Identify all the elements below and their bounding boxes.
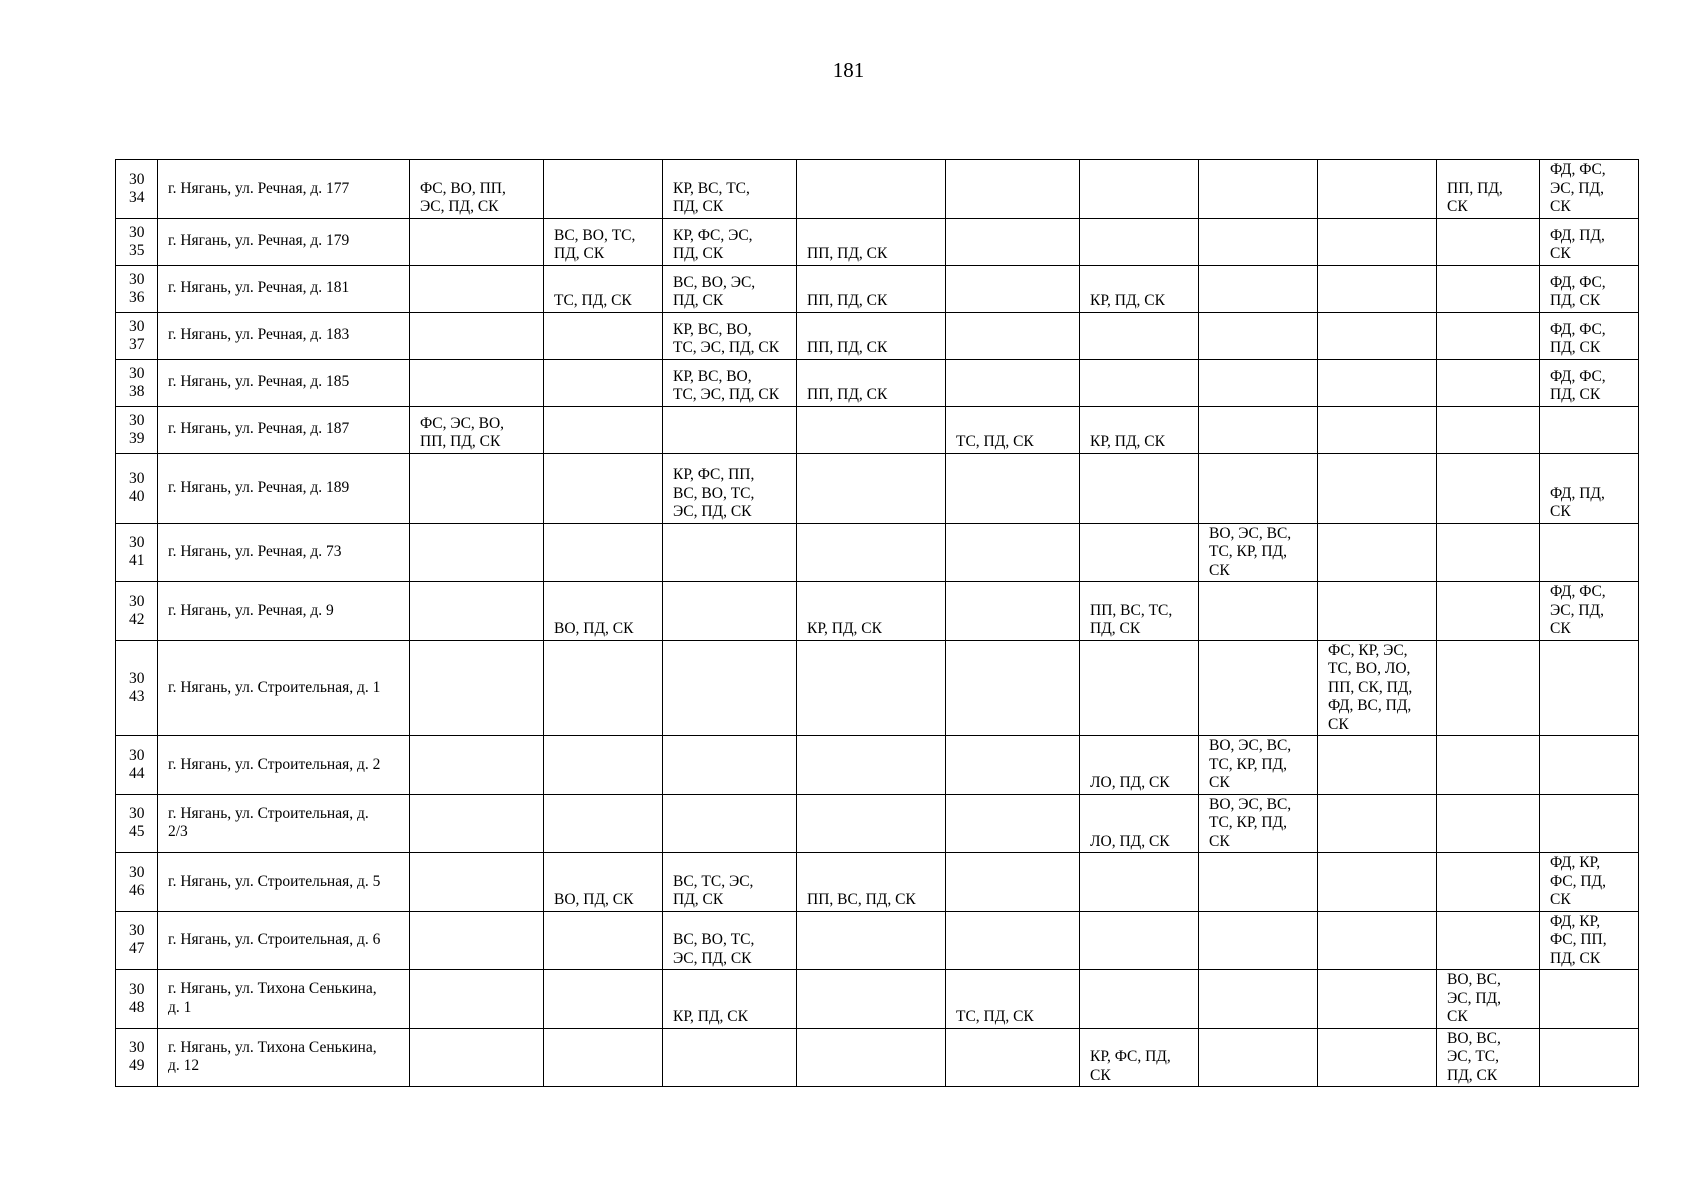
work-types-cell xyxy=(1199,312,1318,359)
work-types-cell xyxy=(1437,640,1540,736)
work-types-cell: КР, ПД, СК xyxy=(1080,406,1199,453)
row-number-cell: 30 41 xyxy=(116,523,158,582)
work-types-cell xyxy=(1080,160,1199,219)
work-types-cell: ТС, ПД, СК xyxy=(544,265,663,312)
work-types-cell: ФД, КР, ФС, ПД, СК xyxy=(1540,853,1639,912)
work-types-cell xyxy=(797,523,946,582)
row-number-cell: 30 39 xyxy=(116,406,158,453)
table-body xyxy=(116,160,1639,1087)
table-row xyxy=(116,970,1639,1029)
row-number-cell: 30 45 xyxy=(116,794,158,853)
work-types-cell xyxy=(410,582,544,641)
work-types-cell: КР, ФС, ПП, ВС, ВО, ТС, ЭС, ПД, СК xyxy=(663,453,797,523)
row-number-cell: 30 48 xyxy=(116,970,158,1029)
work-types-cell xyxy=(797,1028,946,1087)
work-types-cell: ФС, ЭС, ВО, ПП, ПД, СК xyxy=(410,406,544,453)
work-types-cell: КР, ПД, СК xyxy=(797,582,946,641)
page-number: 181 xyxy=(832,58,865,82)
work-types-cell: ВО, ВС, ЭС, ТС, ПД, СК xyxy=(1437,1028,1540,1087)
work-types-cell xyxy=(1199,911,1318,970)
work-types-cell xyxy=(797,640,946,736)
address-cell: г. Нягань, ул. Строительная, д. 1 xyxy=(158,640,410,736)
work-types-cell xyxy=(410,794,544,853)
work-types-cell: КР, ФС, ЭС, ПД, СК xyxy=(663,218,797,265)
work-types-cell: ФД, ПД, СК xyxy=(1540,453,1639,523)
work-types-cell xyxy=(663,640,797,736)
work-types-cell: ВС, ВО, ТС, ЭС, ПД, СК xyxy=(663,911,797,970)
row-number-cell: 30 34 xyxy=(116,160,158,219)
work-types-cell xyxy=(1540,794,1639,853)
work-types-cell xyxy=(1437,853,1540,912)
work-types-cell xyxy=(946,911,1080,970)
work-types-cell xyxy=(946,523,1080,582)
address-cell: г. Нягань, ул. Речная, д. 73 xyxy=(158,523,410,582)
work-types-cell xyxy=(946,640,1080,736)
work-types-cell xyxy=(1199,1028,1318,1087)
work-types-cell xyxy=(1080,911,1199,970)
table-row xyxy=(116,406,1639,453)
row-number-cell: 30 43 xyxy=(116,640,158,736)
work-types-cell xyxy=(1199,218,1318,265)
work-types-cell xyxy=(544,970,663,1029)
work-types-cell xyxy=(797,406,946,453)
work-types-cell: ПП, ВС, ПД, СК xyxy=(797,853,946,912)
work-types-cell xyxy=(946,312,1080,359)
work-types-cell xyxy=(1318,1028,1437,1087)
row-number-cell: 30 36 xyxy=(116,265,158,312)
work-types-cell xyxy=(946,794,1080,853)
work-types-cell xyxy=(1199,160,1318,219)
work-types-cell xyxy=(410,853,544,912)
work-types-cell xyxy=(544,640,663,736)
work-types-cell: ЛО, ПД, СК xyxy=(1080,794,1199,853)
work-types-cell xyxy=(544,160,663,219)
work-types-cell: ПП, ПД, СК xyxy=(797,218,946,265)
work-types-cell: КР, ВС, ТС, ПД, СК xyxy=(663,160,797,219)
work-types-cell xyxy=(1199,453,1318,523)
address-cell: г. Нягань, ул. Речная, д. 189 xyxy=(158,453,410,523)
work-types-cell xyxy=(1437,453,1540,523)
work-types-cell xyxy=(1199,406,1318,453)
work-types-cell: ПП, ВС, ТС, ПД, СК xyxy=(1080,582,1199,641)
address-cell: г. Нягань, ул. Речная, д. 183 xyxy=(158,312,410,359)
work-types-cell xyxy=(410,970,544,1029)
work-types-cell xyxy=(410,1028,544,1087)
work-types-cell xyxy=(410,312,544,359)
work-types-cell xyxy=(1318,265,1437,312)
work-types-cell xyxy=(1080,853,1199,912)
work-types-cell xyxy=(797,453,946,523)
row-number-cell: 30 49 xyxy=(116,1028,158,1087)
work-types-cell xyxy=(946,359,1080,406)
work-types-cell xyxy=(797,970,946,1029)
table-row xyxy=(116,453,1639,523)
address-cell: г. Нягань, ул. Речная, д. 187 xyxy=(158,406,410,453)
work-types-cell: КР, ВС, ВО, ТС, ЭС, ПД, СК xyxy=(663,359,797,406)
table-row xyxy=(116,160,1639,219)
work-types-cell xyxy=(1318,406,1437,453)
work-types-cell xyxy=(946,1028,1080,1087)
work-types-cell xyxy=(1437,794,1540,853)
row-number-cell: 30 37 xyxy=(116,312,158,359)
work-types-cell: ВО, ЭС, ВС, ТС, КР, ПД, СК xyxy=(1199,736,1318,795)
address-cell: г. Нягань, ул. Тихона Сенькина, д. 12 xyxy=(158,1028,410,1087)
work-types-cell xyxy=(1318,312,1437,359)
work-types-cell xyxy=(1318,911,1437,970)
row-number-cell: 30 46 xyxy=(116,853,158,912)
work-types-cell xyxy=(1318,736,1437,795)
work-types-cell xyxy=(1080,359,1199,406)
work-types-cell xyxy=(410,640,544,736)
work-types-cell: ЛО, ПД, СК xyxy=(1080,736,1199,795)
work-types-cell xyxy=(797,736,946,795)
work-types-cell: КР, ПД, СК xyxy=(663,970,797,1029)
work-types-cell: ВО, ЭС, ВС, ТС, КР, ПД, СК xyxy=(1199,523,1318,582)
work-types-cell xyxy=(1540,640,1639,736)
work-types-cell xyxy=(1199,359,1318,406)
address-cell: г. Нягань, ул. Строительная, д. 2 xyxy=(158,736,410,795)
work-types-cell xyxy=(1318,523,1437,582)
work-types-cell: ФД, ФС, ПД, СК xyxy=(1540,359,1639,406)
work-types-cell xyxy=(1318,970,1437,1029)
work-types-cell xyxy=(1437,736,1540,795)
table-row xyxy=(116,794,1639,853)
address-cell: г. Нягань, ул. Речная, д. 177 xyxy=(158,160,410,219)
work-types-cell xyxy=(1080,312,1199,359)
work-types-cell xyxy=(1318,794,1437,853)
work-types-cell xyxy=(1080,453,1199,523)
work-types-cell xyxy=(797,160,946,219)
work-types-cell xyxy=(946,453,1080,523)
row-number-cell: 30 35 xyxy=(116,218,158,265)
work-types-cell xyxy=(946,160,1080,219)
address-cell: г. Нягань, ул. Речная, д. 179 xyxy=(158,218,410,265)
work-types-cell: ВО, ПД, СК xyxy=(544,853,663,912)
table-row xyxy=(116,312,1639,359)
work-types-cell xyxy=(946,218,1080,265)
work-types-cell xyxy=(1080,523,1199,582)
table-row xyxy=(116,640,1639,736)
address-cell: г. Нягань, ул. Речная, д. 9 xyxy=(158,582,410,641)
work-types-cell xyxy=(544,406,663,453)
work-types-cell xyxy=(1437,523,1540,582)
row-number-cell: 30 47 xyxy=(116,911,158,970)
work-types-cell xyxy=(1199,853,1318,912)
work-types-cell: ТС, ПД, СК xyxy=(946,970,1080,1029)
work-types-cell: ВО, ЭС, ВС, ТС, КР, ПД, СК xyxy=(1199,794,1318,853)
work-types-cell xyxy=(544,736,663,795)
row-number-cell: 30 40 xyxy=(116,453,158,523)
work-types-cell: ФД, ФС, ЭС, ПД, СК xyxy=(1540,582,1639,641)
address-cell: г. Нягань, ул. Тихона Сенькина, д. 1 xyxy=(158,970,410,1029)
work-types-cell: ТС, ПД, СК xyxy=(946,406,1080,453)
work-types-cell: КР, ВС, ВО, ТС, ЭС, ПД, СК xyxy=(663,312,797,359)
work-types-cell xyxy=(544,312,663,359)
work-types-cell xyxy=(1437,406,1540,453)
work-types-cell: ФС, ВО, ПП, ЭС, ПД, СК xyxy=(410,160,544,219)
work-types-cell xyxy=(1199,640,1318,736)
work-types-cell xyxy=(1318,453,1437,523)
work-types-cell: ВС, ТС, ЭС, ПД, СК xyxy=(663,853,797,912)
work-types-cell xyxy=(797,794,946,853)
work-types-cell xyxy=(946,582,1080,641)
table-row xyxy=(116,523,1639,582)
work-types-cell: ПП, ПД, СК xyxy=(797,312,946,359)
work-types-cell: ФД, КР, ФС, ПП, ПД, СК xyxy=(1540,911,1639,970)
row-number-cell: 30 44 xyxy=(116,736,158,795)
work-types-cell xyxy=(663,523,797,582)
work-types-cell xyxy=(1199,265,1318,312)
work-types-cell xyxy=(946,736,1080,795)
work-types-cell xyxy=(410,911,544,970)
work-types-cell xyxy=(1318,853,1437,912)
work-types-cell: ВС, ВО, ЭС, ПД, СК xyxy=(663,265,797,312)
work-types-cell xyxy=(1437,265,1540,312)
work-types-cell xyxy=(1540,523,1639,582)
work-types-cell xyxy=(663,794,797,853)
work-types-cell xyxy=(1318,359,1437,406)
work-types-cell xyxy=(1540,406,1639,453)
table-row xyxy=(116,359,1639,406)
work-types-cell xyxy=(410,218,544,265)
work-types-cell xyxy=(1437,359,1540,406)
work-types-cell: ФД, ФС, ПД, СК xyxy=(1540,312,1639,359)
work-types-cell: КР, ПД, СК xyxy=(1080,265,1199,312)
work-types-cell xyxy=(1437,911,1540,970)
work-types-cell xyxy=(544,453,663,523)
work-types-cell xyxy=(410,523,544,582)
work-types-cell xyxy=(544,1028,663,1087)
work-types-cell xyxy=(663,736,797,795)
work-types-cell: ФД, ФС, ЭС, ПД, СК xyxy=(1540,160,1639,219)
work-types-cell xyxy=(1318,160,1437,219)
work-types-cell xyxy=(1080,218,1199,265)
address-cell: г. Нягань, ул. Строительная, д. 6 xyxy=(158,911,410,970)
address-cell: г. Нягань, ул. Строительная, д. 2/3 xyxy=(158,794,410,853)
row-number-cell: 30 38 xyxy=(116,359,158,406)
work-types-cell xyxy=(1437,582,1540,641)
work-types-cell xyxy=(1437,312,1540,359)
work-types-cell xyxy=(1080,970,1199,1029)
row-number-cell: 30 42 xyxy=(116,582,158,641)
work-types-cell xyxy=(544,359,663,406)
work-types-cell xyxy=(410,736,544,795)
work-types-cell: ФД, ПД, СК xyxy=(1540,218,1639,265)
table-row xyxy=(116,1028,1639,1087)
work-types-cell: КР, ФС, ПД, СК xyxy=(1080,1028,1199,1087)
work-types-cell xyxy=(663,1028,797,1087)
work-types-cell xyxy=(410,265,544,312)
work-types-cell: ФС, КР, ЭС, ТС, ВО, ЛО, ПП, СК, ПД, ФД, ВС, ПД, СК xyxy=(1318,640,1437,736)
work-types-cell xyxy=(1437,218,1540,265)
work-types-cell xyxy=(1540,736,1639,795)
work-types-cell xyxy=(410,453,544,523)
work-types-cell xyxy=(544,794,663,853)
work-types-cell: ВС, ВО, ТС, ПД, СК xyxy=(544,218,663,265)
address-cell: г. Нягань, ул. Речная, д. 181 xyxy=(158,265,410,312)
work-types-cell: ВО, ВС, ЭС, ПД, СК xyxy=(1437,970,1540,1029)
work-types-cell: ВО, ПД, СК xyxy=(544,582,663,641)
works-table xyxy=(115,159,1639,1087)
work-types-cell xyxy=(1318,218,1437,265)
work-types-cell xyxy=(1199,970,1318,1029)
work-types-cell xyxy=(663,582,797,641)
work-types-cell xyxy=(1540,970,1639,1029)
work-types-cell: ПП, ПД, СК xyxy=(797,265,946,312)
table-row xyxy=(116,853,1639,912)
work-types-cell xyxy=(946,265,1080,312)
table-row xyxy=(116,911,1639,970)
work-types-cell xyxy=(1318,582,1437,641)
work-types-cell: ПП, ПД, СК xyxy=(1437,160,1540,219)
table-row xyxy=(116,582,1639,641)
work-types-cell: ФД, ФС, ПД, СК xyxy=(1540,265,1639,312)
work-types-cell xyxy=(1540,1028,1639,1087)
work-types-cell xyxy=(544,523,663,582)
table-row xyxy=(116,736,1639,795)
table-row xyxy=(116,218,1639,265)
work-types-cell xyxy=(946,853,1080,912)
work-types-cell xyxy=(1080,640,1199,736)
work-types-cell xyxy=(410,359,544,406)
address-cell: г. Нягань, ул. Строительная, д. 5 xyxy=(158,853,410,912)
work-types-cell xyxy=(797,911,946,970)
work-types-cell xyxy=(544,911,663,970)
address-cell: г. Нягань, ул. Речная, д. 185 xyxy=(158,359,410,406)
table-row xyxy=(116,265,1639,312)
work-types-cell xyxy=(1199,582,1318,641)
work-types-cell: ПП, ПД, СК xyxy=(797,359,946,406)
work-types-cell xyxy=(663,406,797,453)
